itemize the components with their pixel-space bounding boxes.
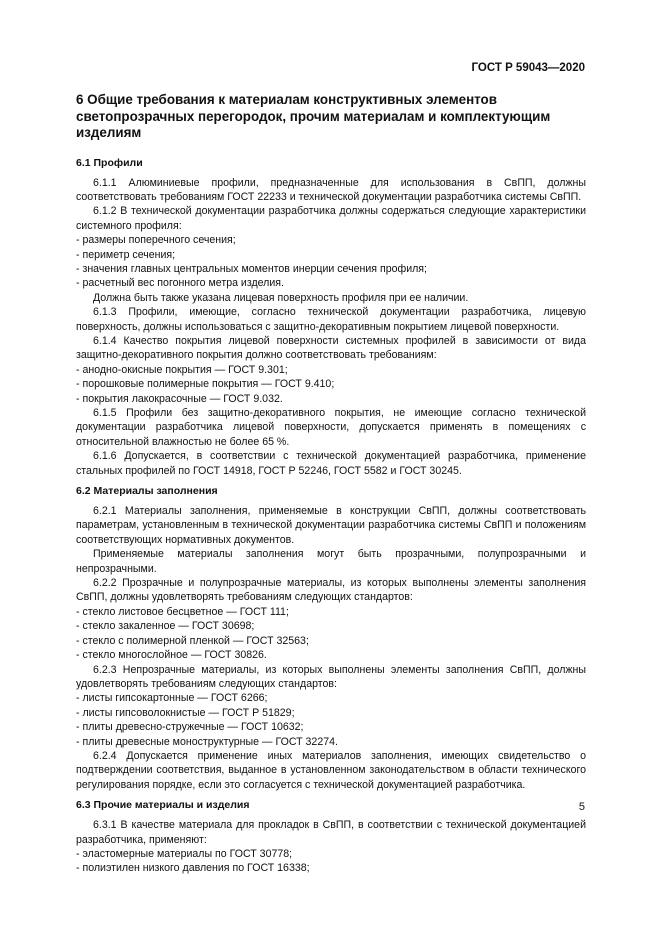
page-content	[76, 92, 586, 876]
list-item: - плиты древесно-стружечные — ГОСТ 10632;	[76, 721, 304, 734]
paragraph: 6.1.4 Качество покрытия лицевой поверхности системных профилей в зависимости от вида защитно-декоративного покрытия должно соответствовать требованиям:	[76, 334, 586, 362]
section-6-3-title: 6.3 Прочие материалы и изделия	[76, 799, 250, 812]
paragraph: 6.2.1 Материалы заполнения, применяемые в конструкции СвПП, должны соответствовать параметрам, установленным в технической документации разработчика системы СвПП и положениям соответствующих нормативных документов.	[76, 505, 586, 546]
list-item: - полиэтилен низкого давления по ГОСТ 16338;	[76, 862, 310, 875]
paragraph: Должна быть также указана лицевая поверхность профиля при ее наличии.	[93, 291, 469, 304]
list-item: - значения главных центральных моментов инерции сечения профиля;	[76, 262, 427, 275]
paragraph: Применяемые материалы заполнения могут быть прозрачными, полупрозрачными и непрозрачными.	[76, 548, 586, 575]
paragraph: 6.2.2 Прозрачные и полупрозрачные материалы, из которых выполнены элементы заполнения СвПП, должны удовлетворять требованиям следующих стандартов:	[76, 577, 586, 604]
paragraph: 6.1.2 В технической документации разработчика должны содержаться следующие характеристики системного профиля:	[76, 205, 586, 232]
section-6-title: 6 Общие требования к материалам конструктивных элементов светопрозрачных перегородок, прочим материалам и комплектующим изделиям	[76, 92, 551, 140]
paragraph: 6.1.1 Алюминиевые профили, предназначенные для использования в СвПП, должны соответствовать требованиям ГОСТ 22233 и технической документации разработчика системы СвПП.	[76, 176, 586, 203]
paragraph: 6.2.3 Непрозрачные материалы, из которых выполнены элементы заполнения СвПП, должны удовлетворять требованиям следующих стандартов:	[76, 663, 586, 690]
page-number: 5	[578, 801, 585, 813]
list-item: - анодно-окисные покрытия — ГОСТ 9.301;	[76, 363, 288, 376]
section-6-1-title: 6.1 Профили	[76, 156, 143, 169]
paragraph: 6.1.3 Профили, имеющие, согласно технической документации разработчика, лицевую поверхность, должны использоваться с защитно-декоративным покрытием лицевой поверхности.	[76, 306, 586, 333]
list-item: - листы гипсокартонные — ГОСТ 6266;	[76, 692, 268, 705]
list-item: - эластомерные материалы по ГОСТ 30778;	[76, 847, 293, 860]
section-6-2-title: 6.2 Материалы заполнения	[76, 485, 218, 498]
list-item: - периметр сечения;	[76, 248, 176, 261]
list-item: - расчетный вес погонного метра изделия.	[76, 277, 284, 290]
list-item: - стекло закаленное — ГОСТ 30698;	[76, 620, 255, 633]
list-item: - размеры поперечного сечения;	[76, 234, 236, 247]
list-item: - листы гипсоволокнистые — ГОСТ Р 51829;	[76, 706, 295, 719]
list-item: - стекло листовое бесцветное — ГОСТ 111;	[76, 605, 289, 618]
list-item: - стекло с полимерной пленкой — ГОСТ 32563;	[76, 634, 309, 647]
document-code: ГОСТ Р 59043—2020	[471, 62, 585, 74]
paragraph: 6.1.5 Профили без защитно-декоративного покрытия, не имеющие согласно технической документации разработчика лицевой поверхности, допускается применять в помещениях с относительной влажностью не более 65 %.	[76, 407, 586, 448]
list-item: - покрытия лакокрасочные — ГОСТ 9.032.	[76, 392, 283, 405]
list-item: - стекло многослойное — ГОСТ 30826.	[76, 649, 267, 662]
paragraph: 6.2.4 Допускается применение иных материалов заполнения, имеющих свидетельство о подтверждении соответствия, выданное в установленном законодательством в области технического регулирования порядке, если это согласуется с технической документацией разработчика.	[76, 749, 586, 791]
list-item: - порошковые полимерные покрытия — ГОСТ 9.410;	[76, 378, 335, 391]
paragraph: 6.3.1 В качестве материала для прокладок в СвПП, в соответствии с технической документацией разработчика, применяют:	[76, 819, 586, 846]
paragraph: 6.1.6 Допускается, в соответствии с технической документацией разработчика, применение стальных профилей по ГОСТ 14918, ГОСТ Р 52246, ГОСТ 5582 и ГОСТ 30245.	[76, 450, 586, 477]
list-item: - плиты древесные моноструктурные — ГОСТ 32274.	[76, 735, 338, 748]
